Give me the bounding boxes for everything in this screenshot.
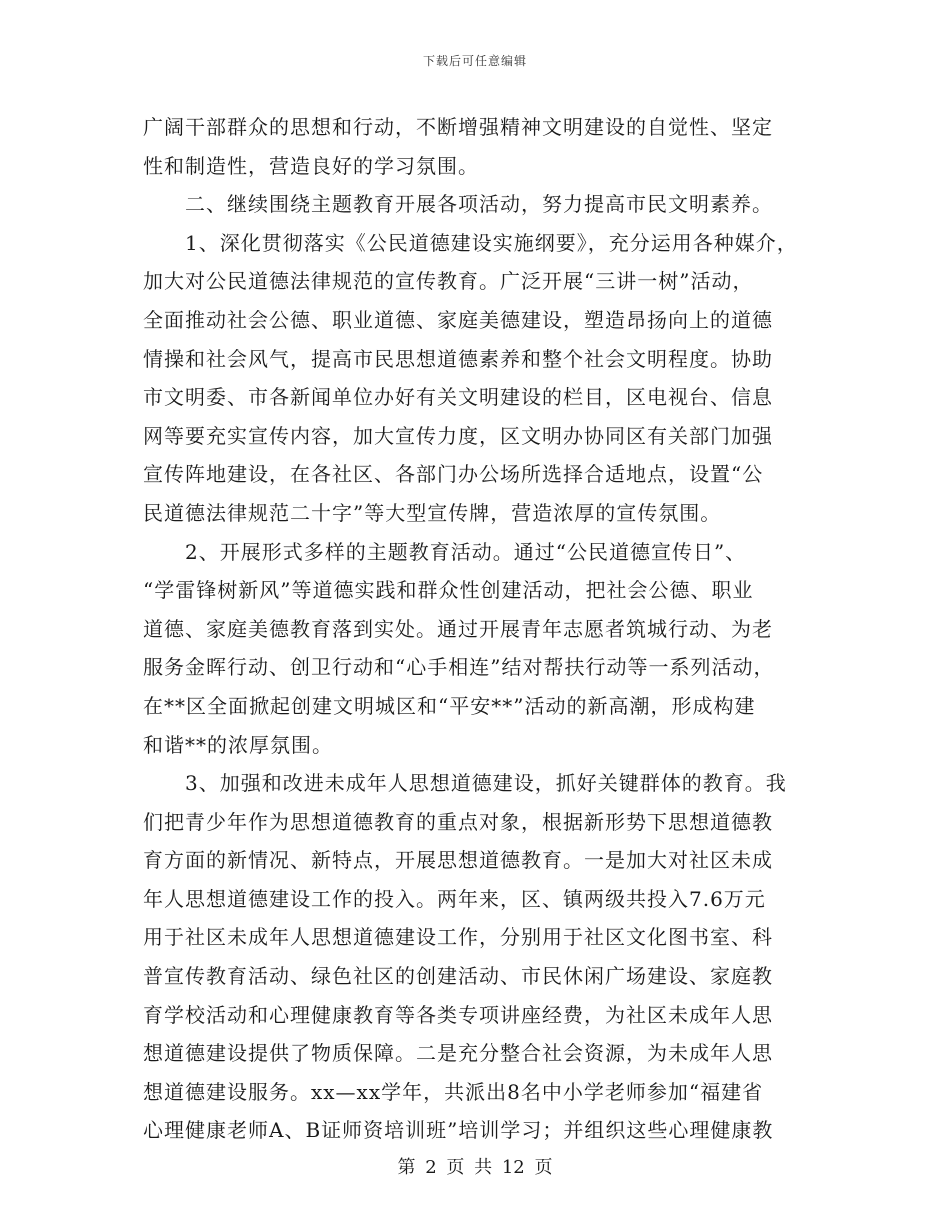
text-line: 年人思想道德建设工作的投入。两年来，区、镇两级共投入7.6万元 [143, 886, 766, 911]
text-line: 用于社区未成年人思想道德建设工作，分别用于社区文化图书室、科 [143, 925, 773, 950]
text-line: 全面推动社会公德、职业道德、家庭美德建设，塑造昂扬向上的道德 [143, 307, 773, 332]
text-line: 们把青少年作为思想道德教育的重点对象，根据新形势下思想道德教 [143, 809, 773, 834]
text-line: 想道德建设服务。xx—xx学年，共派出8名中小学老师参加“福建省 [143, 1079, 764, 1104]
page-number: 第 2 页 共 12 页 [397, 1157, 553, 1178]
header-note: 下载后可任意编辑 [422, 54, 527, 68]
text-line: 广阔干部群众的思想和行动，不断增强精神文明建设的自觉性、坚定 [143, 115, 773, 139]
text-line: 2、开展形式多样的主题教育活动。通过“公民道德宣传日”、 [185, 539, 747, 564]
text-line: 1、深化贯彻落实《公民道德建设实施纲要》，充分运用各种媒介， [185, 230, 798, 255]
text-line: 想道德建设提供了物质保障。二是充分整合社会资源，为未成年人思 [143, 1041, 773, 1066]
text-line: 服务金晖行动、创卫行动和“心手相连”结对帮扶行动等一系列活动， [143, 655, 775, 680]
text-line: 和谐**的浓厚氛围。 [143, 732, 333, 757]
body-text [143, 108, 823, 1150]
text-line: 二、继续围绕主题教育开展各项活动，努力提高市民文明素养。 [185, 192, 773, 217]
text-line: 性和制造性，营造良好的学习氛围。 [143, 153, 479, 178]
text-line: 在**区全面掀起创建文明城区和“平安**”活动的新高潮，形成构建 [143, 693, 756, 718]
text-line: 育学校活动和心理健康教育等各类专项讲座经费，为社区未成年人思 [143, 1002, 773, 1027]
text-line: “学雷锋树新风”等道德实践和群众性创建活动，把社会公德、职业 [143, 578, 754, 603]
text-line: 加大对公民道德法律规范的宣传教育。广泛开展“三讲一树”活动， [143, 269, 754, 294]
text-line: 市文明委、市各新闻单位办好有关文明建设的栏目，区电视台、信息 [143, 385, 773, 410]
text-line: 道德、家庭美德教育落到实处。通过开展青年志愿者筑城行动、为老 [143, 616, 773, 641]
text-line: 心理健康老师A、B证师资培训班”培训学习；并组织这些心理健康教 [143, 1118, 774, 1143]
text-line: 宣传阵地建设，在各社区、各部门办公场所选择合适地点，设置“公 [143, 462, 764, 487]
text-line: 普宣传教育活动、绿色社区的创建活动、市民休闲广场建设、家庭教 [143, 964, 773, 989]
text-line: 民道德法律规范二十字”等大型宣传牌，营造浓厚的宣传氛围。 [143, 500, 722, 525]
text-line: 网等要充实宣传内容，加大宣传力度，区文明办协同区有关部门加强 [143, 423, 773, 448]
text-line: 情操和社会风气，提高市民思想道德素养和整个社会文明程度。协助 [143, 346, 773, 371]
text-line: 育方面的新情况、新特点，开展思想道德教育。一是加大对社区未成 [143, 848, 773, 873]
text-line: 3、加强和改进未成年人思想道德建设，抓好关键群体的教育。我 [185, 771, 787, 796]
